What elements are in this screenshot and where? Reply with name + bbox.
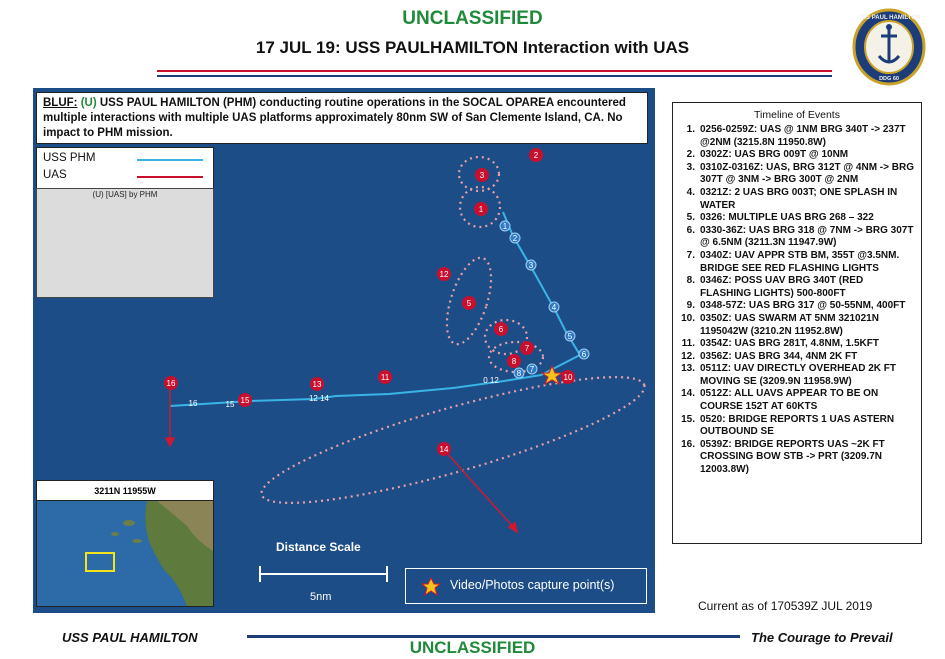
timeline-event <box>673 338 921 351</box>
track-waypoint-label: 0 12 <box>483 376 499 385</box>
timeline-event <box>673 275 921 300</box>
uas-marker-label: 2 <box>533 151 539 160</box>
track-waypoint-label: 6 <box>581 350 587 359</box>
track-waypoint-label: 16 <box>188 399 198 408</box>
timeline-event-number: 7. <box>686 249 695 261</box>
track-waypoint-label: 7 <box>529 365 535 374</box>
distance-scale-bar <box>260 566 387 582</box>
timeline-event <box>673 212 921 225</box>
bluf-label: BLUF: <box>43 97 78 109</box>
timeline-event-text: 0346Z: POSS UAV BRG 340T (RED FLASHING LIGHTS) 500-800FT <box>700 275 864 299</box>
ship-seal-logo <box>852 8 926 86</box>
track-waypoint-label: 5 <box>567 332 573 341</box>
legend-label-uas: UAS <box>43 169 67 181</box>
timeline-event-number: 3. <box>686 161 695 173</box>
timeline-event-number: 11. <box>681 338 695 350</box>
inset-map-graphic <box>37 501 213 606</box>
timeline-event-text: 0321Z: 2 UAS BRG 003T; ONE SPLASH IN WATER <box>700 186 898 211</box>
timeline-event-text: 0348-57Z: UAS BRG 317 @ 50-55NM, 400FT <box>700 300 906 312</box>
uas-marker-label: 10 <box>563 373 573 382</box>
timeline-event-number: 15. <box>681 413 695 425</box>
track-waypoint-label: 15 <box>225 400 235 409</box>
timeline-event <box>673 124 921 149</box>
inset-map-label: 3211N 11955W <box>36 480 214 502</box>
uas-marker-label: 7 <box>524 344 530 353</box>
video-legend-label: Video/Photos capture point(s) <box>450 578 615 592</box>
uas-marker-label: 12 <box>439 270 449 279</box>
track-waypoint-label: 2 <box>512 234 518 243</box>
timeline-event <box>673 313 921 338</box>
track-waypoint-label: 12 14 <box>308 394 330 403</box>
classification-banner-top: UNCLASSIFIED <box>402 8 543 29</box>
timeline-event <box>673 388 921 413</box>
timeline-event-text: 0539Z: BRIDGE REPORTS UAS ~2K FT CROSSING BOW STB -> PRT (3209.7N 12003.8W) <box>700 438 885 476</box>
timeline-panel <box>672 102 922 544</box>
timeline-event <box>673 363 921 388</box>
svg-text:USS PAUL HAMILTON: USS PAUL HAMILTON <box>857 15 921 21</box>
inset-area-box <box>86 553 114 571</box>
uas-photo <box>36 188 214 298</box>
timeline-event <box>673 439 921 477</box>
timeline-event-number: 13. <box>681 363 695 375</box>
uas-marker-label: 16 <box>166 379 176 388</box>
timeline-event-number: 10. <box>681 312 695 324</box>
legend-line-uas <box>137 176 203 178</box>
uas-marker-label: 14 <box>439 445 449 454</box>
uas-marker-label: 13 <box>312 380 322 389</box>
track-waypoint-label: 4 <box>551 303 557 312</box>
timeline-event-number: 2. <box>686 149 695 161</box>
track-waypoint-label: 8 <box>516 369 522 378</box>
timeline-event-number: 16. <box>681 438 695 450</box>
timeline-event <box>673 414 921 439</box>
timeline-event <box>673 300 921 313</box>
track-waypoint-label: 1 <box>502 222 508 231</box>
distance-scale-title: Distance Scale <box>276 540 361 554</box>
uas-marker-label: 5 <box>466 299 472 308</box>
timeline-event-text: 0356Z: UAS BRG 344, 4NM 2K FT <box>700 350 858 362</box>
timeline-event-text: 0512Z: ALL UAVS APPEAR TO BE ON COURSE 152T AT 60KTS <box>700 388 879 413</box>
uas-marker-label: 11 <box>380 373 390 382</box>
timeline-event-number: 4. <box>686 186 695 198</box>
uas-marker-label: 15 <box>240 396 250 405</box>
timeline-event-number: 8. <box>686 275 695 287</box>
legend-line-phm <box>137 159 203 161</box>
timeline-list <box>673 124 921 477</box>
footer-motto: The Courage to Prevail <box>751 630 893 645</box>
uas-marker-label: 1 <box>478 205 484 214</box>
photo-caption: (U) [UAS] by PHM <box>92 190 158 199</box>
timeline-event-text: 0520: BRIDGE REPORTS 1 UAS ASTERN OUTBOUND SE <box>700 413 895 438</box>
timeline-event <box>673 187 921 212</box>
header-rule-red <box>157 70 832 72</box>
uas-marker-label: 3 <box>479 171 485 180</box>
timeline-event <box>673 149 921 162</box>
distance-scale-value: 5nm <box>310 591 332 603</box>
timeline-event-text: 0511Z: UAV DIRECTLY OVERHEAD 2K FT MOVING SE (3209.9N 11958.9W) <box>700 363 896 387</box>
timeline-event-text: 0326: MULTIPLE UAS BRG 268 – 322 <box>700 212 874 224</box>
timeline-event-text: 0330-36Z: UAS BRG 318 @ 7NM -> BRG 307T @ 6.5NM (3211.3N 11947.9W) <box>700 224 914 249</box>
timeline-title: Timeline of Events <box>754 109 840 121</box>
svg-text:DDG 60: DDG 60 <box>879 76 899 82</box>
timeline-event <box>673 351 921 364</box>
timeline-event-text: 0256-0259Z: UAS @ 1NM BRG 340T -> 237T @2NM (3215.8N 11950.8W) <box>700 124 906 148</box>
classification-banner-bottom: UNCLASSIFIED <box>409 638 536 657</box>
timeline-event-text: 0302Z: UAS BRG 009T @ 10NM <box>700 149 849 161</box>
timeline-event-text: 0350Z: UAS SWARM AT 5NM 321021N 1195042W (3210.2N 11952.8W) <box>700 312 879 337</box>
track-waypoint-label: 3 <box>528 261 534 270</box>
timeline-event <box>673 225 921 250</box>
map-legend <box>36 147 214 189</box>
timeline-event-text: 0310Z-0316Z: UAS, BRG 312T @ 4NM -> BRG 307T @ 3NM -> BRG 300T @ 2NM <box>700 161 914 186</box>
timeline-event-number: 12. <box>681 350 695 362</box>
timeline-event-number: 6. <box>686 224 695 236</box>
timeline-event-number: 9. <box>686 300 695 312</box>
timeline-event-number: 5. <box>686 212 695 224</box>
inset-map <box>36 500 214 607</box>
timeline-event-number: 1. <box>686 124 695 135</box>
timeline-event <box>673 250 921 275</box>
timeline-event-text: 0340Z: UAV APPR STB BM, 355T @3.5NM. BRIDGE SEE RED FLASHING LIGHTS <box>700 249 900 274</box>
legend-label-phm: USS PHM <box>43 152 96 164</box>
current-as-of: Current as of 170539Z JUL 2019 <box>698 599 873 613</box>
uas-marker-label: 8 <box>511 357 517 366</box>
timeline-event-number: 14. <box>681 388 695 400</box>
bluf-box <box>36 92 648 144</box>
header-rule-blue <box>157 75 832 77</box>
bluf-marking: (U) <box>80 97 97 109</box>
timeline-event <box>673 162 921 187</box>
video-capture-star-icon <box>542 366 562 384</box>
page-title: 17 JUL 19: USS PAULHAMILTON Interaction with UAS <box>255 38 690 57</box>
footer-ship-name: USS PAUL HAMILTON <box>62 630 198 645</box>
uas-marker-label: 6 <box>498 325 504 334</box>
bluf-text: USS PAUL HAMILTON (PHM) conducting routine operations in the SOCAL OPAREA encountered multiple interactions with multiple UAS platforms approximately 80nm SW of San Clemente Island, CA. No impact to PHM mission. <box>43 97 626 139</box>
timeline-event-text: 0354Z: UAS BRG 281T, 4.8NM, 1.5KFT <box>700 338 879 350</box>
